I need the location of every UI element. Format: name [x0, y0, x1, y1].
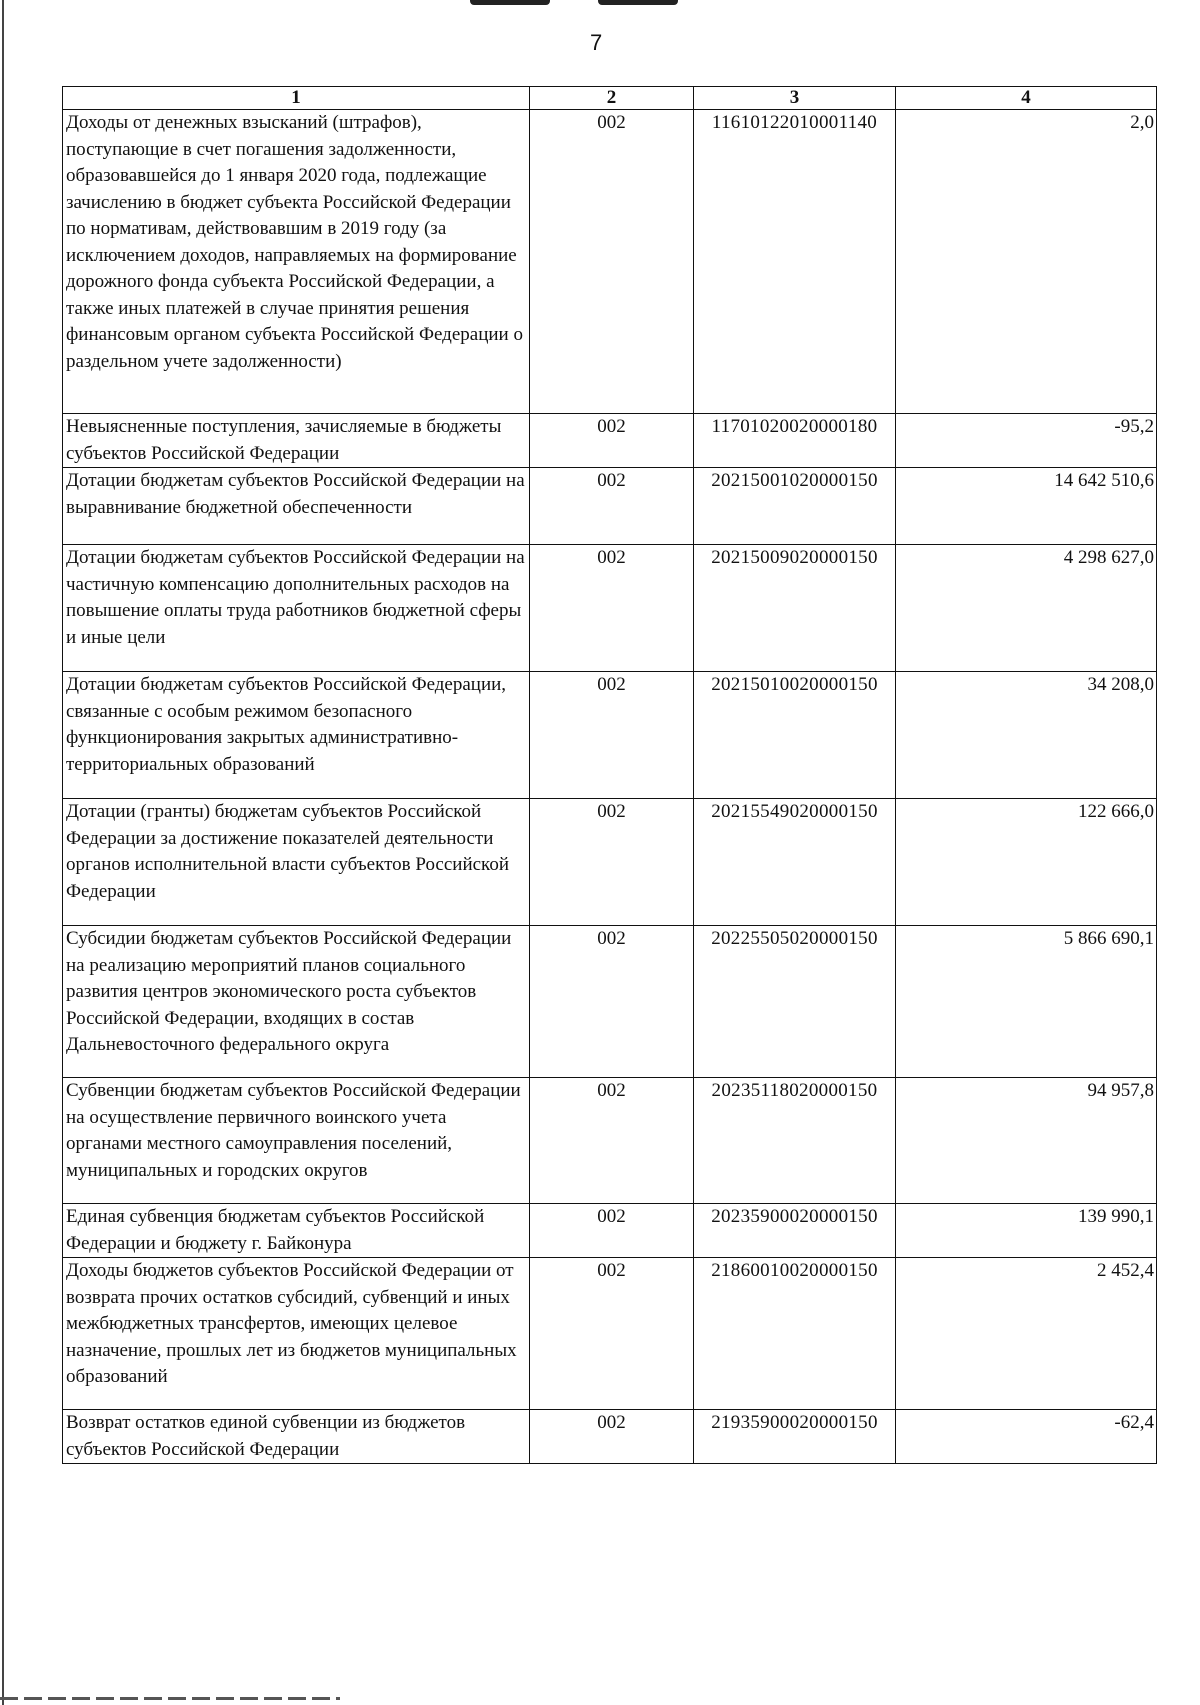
row-admin-code: 002: [530, 799, 694, 926]
row-amount: 2 452,4: [896, 1258, 1157, 1410]
row-name: Дотации (гранты) бюджетам субъектов Российской Федерации за достижение показателей деятельности органов исполнительной власти субъектов Российской Федерации: [63, 799, 530, 926]
row-amount: 14 642 510,6: [896, 468, 1157, 545]
row-name: Дотации бюджетам субъектов Российской Федерации, связанные с особым режимом безопасного функционирования закрытых административно-территориальных образований: [63, 672, 530, 799]
row-name: Субвенции бюджетам субъектов Российской Федерации на осуществление первичного воинского учета органами местного самоуправления поселений, муниципальных и городских округов: [63, 1078, 530, 1204]
row-budget-code: 20215009020000150: [694, 545, 896, 672]
table-row: [63, 545, 1157, 672]
row-admin-code: 002: [530, 1078, 694, 1204]
row-budget-code: 20215549020000150: [694, 799, 896, 926]
row-budget-code: 20235900020000150: [694, 1204, 896, 1258]
row-name: Невыясненные поступления, зачисляемые в бюджеты субъектов Российской Федерации: [63, 414, 530, 468]
row-amount: 5 866 690,1: [896, 926, 1157, 1078]
row-amount: 34 208,0: [896, 672, 1157, 799]
table-row: [63, 1258, 1157, 1410]
row-name: Возврат остатков единой субвенции из бюджетов субъектов Российской Федерации: [63, 1410, 530, 1464]
row-name: Доходы от денежных взысканий (штрафов), поступающие в счет погашения задолженности, образовавшейся до 1 января 2020 года, подлежащие зачислению в бюджет субъекта Российской Федерации по нормативам, действовавшим в 2019 году (за исключением доходов, направляемых на формирование дорожного фонда субъекта Российской Федерации, а также иных платежей в случае принятия решения финансовым органом субъекта Российской Федерации о раздельном учете задолженности): [63, 110, 530, 414]
table-row: [63, 1078, 1157, 1204]
row-admin-code: 002: [530, 1258, 694, 1410]
row-amount: 122 666,0: [896, 799, 1157, 926]
column-header-3: 3: [694, 87, 896, 110]
row-budget-code: 20225505020000150: [694, 926, 896, 1078]
row-admin-code: 002: [530, 468, 694, 545]
table-row: [63, 672, 1157, 799]
row-budget-code: 11701020020000180: [694, 414, 896, 468]
table-row: [63, 799, 1157, 926]
row-amount: 139 990,1: [896, 1204, 1157, 1258]
table-row: [63, 1410, 1157, 1464]
row-admin-code: 002: [530, 1204, 694, 1258]
scan-bottom-mark: [0, 1697, 340, 1700]
row-admin-code: 002: [530, 545, 694, 672]
row-name: Дотации бюджетам субъектов Российской Федерации на выравнивание бюджетной обеспеченности: [63, 468, 530, 545]
table-row: [63, 926, 1157, 1078]
scan-top-mark-left: [470, 0, 550, 5]
table-row: [63, 468, 1157, 545]
row-budget-code: 20235118020000150: [694, 1078, 896, 1204]
row-budget-code: 20215010020000150: [694, 672, 896, 799]
column-header-1: 1: [63, 87, 530, 110]
row-name: Дотации бюджетам субъектов Российской Федерации на частичную компенсацию дополнительных расходов на повышение оплаты труда работников бюджетной сферы и иные цели: [63, 545, 530, 672]
column-header-4: 4: [896, 87, 1157, 110]
row-amount: 94 957,8: [896, 1078, 1157, 1204]
row-name: Субсидии бюджетам субъектов Российской Федерации на реализацию мероприятий планов социального развития центров экономического роста субъектов Российской Федерации, входящих в состав Дальневосточного федерального округа: [63, 926, 530, 1078]
table-header-row: [63, 87, 1157, 110]
row-name: Единая субвенция бюджетам субъектов Российской Федерации и бюджету г. Байконура: [63, 1204, 530, 1258]
revenue-table: [62, 86, 1157, 1464]
row-budget-code: 20215001020000150: [694, 468, 896, 545]
row-admin-code: 002: [530, 672, 694, 799]
table-row: [63, 414, 1157, 468]
row-budget-code: 21935900020000150: [694, 1410, 896, 1464]
scan-top-mark-right: [598, 0, 678, 5]
scan-edge-line: [2, 0, 4, 1705]
row-amount: 4 298 627,0: [896, 545, 1157, 672]
row-admin-code: 002: [530, 926, 694, 1078]
row-budget-code: 11610122010001140: [694, 110, 896, 414]
row-admin-code: 002: [530, 1410, 694, 1464]
row-admin-code: 002: [530, 414, 694, 468]
table-row: [63, 110, 1157, 414]
row-name: Доходы бюджетов субъектов Российской Федерации от возврата прочих остатков субсидий, субвенций и иных межбюджетных трансфертов, имеющих целевое назначение, прошлых лет из бюджетов муниципальных образований: [63, 1258, 530, 1410]
row-amount: 2,0: [896, 110, 1157, 414]
table-row: [63, 1204, 1157, 1258]
row-admin-code: 002: [530, 110, 694, 414]
row-budget-code: 21860010020000150: [694, 1258, 896, 1410]
row-amount: -62,4: [896, 1410, 1157, 1464]
page-number: 7: [590, 30, 603, 55]
row-amount: -95,2: [896, 414, 1157, 468]
column-header-2: 2: [530, 87, 694, 110]
